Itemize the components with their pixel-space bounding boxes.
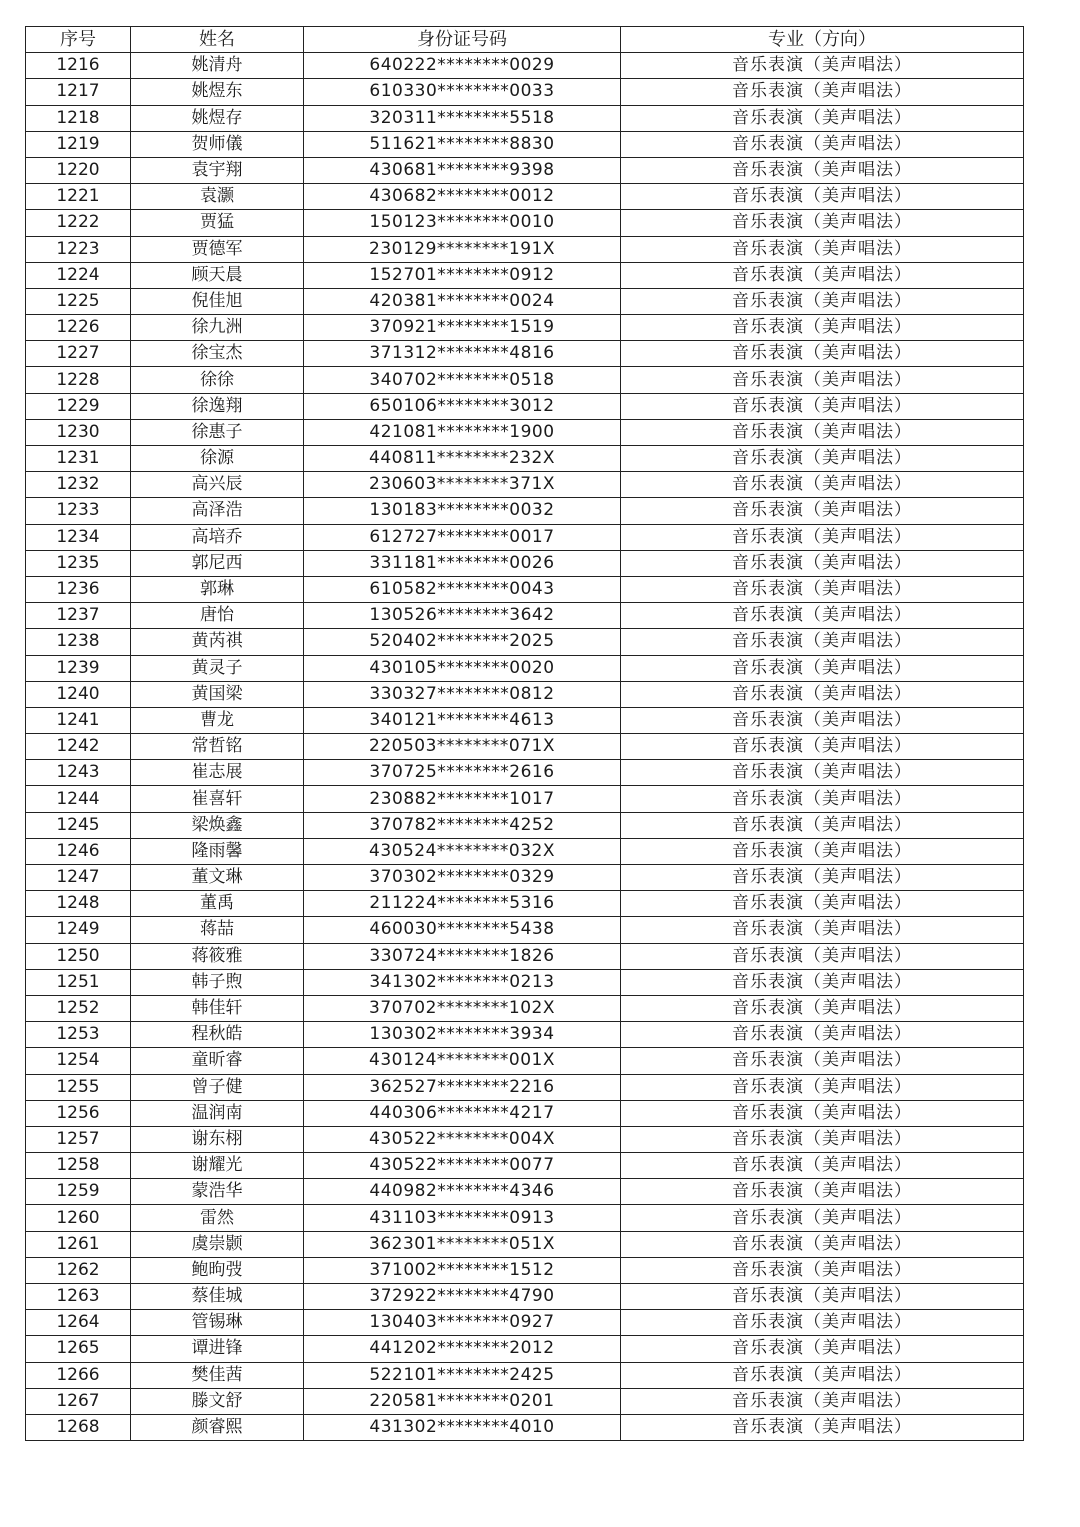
- row-seq: 1223: [26, 236, 131, 262]
- row-major: 音乐表演（美声唱法）: [621, 472, 1024, 498]
- row-id-number: 230129********191X: [304, 236, 621, 262]
- table-row: [26, 550, 1024, 576]
- row-name: 童昕睿: [131, 1048, 304, 1074]
- row-id-number: 370702********102X: [304, 995, 621, 1021]
- row-major: 音乐表演（美声唱法）: [621, 1310, 1024, 1336]
- row-name: 徐徐: [131, 367, 304, 393]
- row-seq: 1249: [26, 917, 131, 943]
- table-row: [26, 707, 1024, 733]
- row-major: 音乐表演（美声唱法）: [621, 891, 1024, 917]
- table-row: [26, 53, 1024, 79]
- row-id-number: 511621********8830: [304, 131, 621, 157]
- row-major: 音乐表演（美声唱法）: [621, 681, 1024, 707]
- table-row: [26, 315, 1024, 341]
- row-id-number: 640222********0029: [304, 53, 621, 79]
- row-name: 樊佳茜: [131, 1362, 304, 1388]
- row-name: 姚清舟: [131, 53, 304, 79]
- table-header: [26, 27, 1024, 53]
- row-name: 曾子健: [131, 1074, 304, 1100]
- row-id-number: 230882********1017: [304, 786, 621, 812]
- row-name: 黄灵子: [131, 655, 304, 681]
- row-name: 谢东栩: [131, 1126, 304, 1152]
- row-id-number: 460030********5438: [304, 917, 621, 943]
- row-id-number: 610582********0043: [304, 576, 621, 602]
- row-major: 音乐表演（美声唱法）: [621, 1284, 1024, 1310]
- row-name: 徐宝杰: [131, 341, 304, 367]
- table-row: [26, 1100, 1024, 1126]
- row-seq: 1253: [26, 1022, 131, 1048]
- row-id-number: 420381********0024: [304, 288, 621, 314]
- table-row: [26, 1179, 1024, 1205]
- row-major: 音乐表演（美声唱法）: [621, 1205, 1024, 1231]
- table-row: [26, 576, 1024, 602]
- row-major: 音乐表演（美声唱法）: [621, 1126, 1024, 1152]
- row-seq: 1220: [26, 157, 131, 183]
- row-major: 音乐表演（美声唱法）: [621, 1388, 1024, 1414]
- row-id-number: 340121********4613: [304, 707, 621, 733]
- row-seq: 1221: [26, 184, 131, 210]
- table-row: [26, 419, 1024, 445]
- row-id-number: 430524********032X: [304, 838, 621, 864]
- row-id-number: 130302********3934: [304, 1022, 621, 1048]
- row-major: 音乐表演（美声唱法）: [621, 341, 1024, 367]
- row-name: 颜睿熙: [131, 1414, 304, 1440]
- row-seq: 1240: [26, 681, 131, 707]
- row-id-number: 370921********1519: [304, 315, 621, 341]
- row-major: 音乐表演（美声唱法）: [621, 262, 1024, 288]
- row-seq: 1218: [26, 105, 131, 131]
- row-id-number: 340702********0518: [304, 367, 621, 393]
- row-major: 音乐表演（美声唱法）: [621, 550, 1024, 576]
- header-row: [26, 27, 1024, 53]
- row-id-number: 370725********2616: [304, 760, 621, 786]
- row-id-number: 371312********4816: [304, 341, 621, 367]
- row-major: 音乐表演（美声唱法）: [621, 236, 1024, 262]
- row-seq: 1264: [26, 1310, 131, 1336]
- row-name: 徐源: [131, 446, 304, 472]
- table-row: [26, 393, 1024, 419]
- row-seq: 1257: [26, 1126, 131, 1152]
- row-name: 虞崇颢: [131, 1231, 304, 1257]
- row-major: 音乐表演（美声唱法）: [621, 288, 1024, 314]
- row-major: 音乐表演（美声唱法）: [621, 707, 1024, 733]
- row-seq: 1239: [26, 655, 131, 681]
- row-major: 音乐表演（美声唱法）: [621, 655, 1024, 681]
- row-name: 徐九洲: [131, 315, 304, 341]
- row-id-number: 370782********4252: [304, 812, 621, 838]
- table-row: [26, 812, 1024, 838]
- row-seq: 1268: [26, 1414, 131, 1440]
- row-major: 音乐表演（美声唱法）: [621, 1414, 1024, 1440]
- table-row: [26, 1310, 1024, 1336]
- row-major: 音乐表演（美声唱法）: [621, 184, 1024, 210]
- row-name: 崔喜轩: [131, 786, 304, 812]
- row-major: 音乐表演（美声唱法）: [621, 760, 1024, 786]
- row-major: 音乐表演（美声唱法）: [621, 812, 1024, 838]
- header-name: 姓名: [131, 27, 304, 53]
- table-row: [26, 210, 1024, 236]
- table-row: [26, 969, 1024, 995]
- row-seq: 1219: [26, 131, 131, 157]
- row-id-number: 421081********1900: [304, 419, 621, 445]
- table-row: [26, 184, 1024, 210]
- row-seq: 1243: [26, 760, 131, 786]
- table-row: [26, 1257, 1024, 1283]
- row-seq: 1222: [26, 210, 131, 236]
- row-major: 音乐表演（美声唱法）: [621, 603, 1024, 629]
- table-row: [26, 655, 1024, 681]
- row-name: 董文琳: [131, 865, 304, 891]
- row-name: 郭琳: [131, 576, 304, 602]
- row-name: 韩子煦: [131, 969, 304, 995]
- row-seq: 1256: [26, 1100, 131, 1126]
- table-row: [26, 995, 1024, 1021]
- row-major: 音乐表演（美声唱法）: [621, 131, 1024, 157]
- row-major: 音乐表演（美声唱法）: [621, 1362, 1024, 1388]
- row-id-number: 430681********9398: [304, 157, 621, 183]
- row-id-number: 440811********232X: [304, 446, 621, 472]
- header-major: 专业（方向）: [621, 27, 1024, 53]
- row-seq: 1254: [26, 1048, 131, 1074]
- row-name: 姚煜存: [131, 105, 304, 131]
- row-name: 袁灏: [131, 184, 304, 210]
- row-name: 贾德军: [131, 236, 304, 262]
- row-major: 音乐表演（美声唱法）: [621, 917, 1024, 943]
- table-row: [26, 262, 1024, 288]
- row-seq: 1259: [26, 1179, 131, 1205]
- row-seq: 1241: [26, 707, 131, 733]
- table-row: [26, 446, 1024, 472]
- row-name: 鲍昫弢: [131, 1257, 304, 1283]
- row-name: 贺师儀: [131, 131, 304, 157]
- row-id-number: 330327********0812: [304, 681, 621, 707]
- row-seq: 1216: [26, 53, 131, 79]
- row-major: 音乐表演（美声唱法）: [621, 53, 1024, 79]
- row-major: 音乐表演（美声唱法）: [621, 865, 1024, 891]
- row-name: 程秋皓: [131, 1022, 304, 1048]
- table-row: [26, 760, 1024, 786]
- table-row: [26, 498, 1024, 524]
- row-major: 音乐表演（美声唱法）: [621, 576, 1024, 602]
- table-row: [26, 865, 1024, 891]
- table-row: [26, 838, 1024, 864]
- row-id-number: 362301********051X: [304, 1231, 621, 1257]
- row-major: 音乐表演（美声唱法）: [621, 315, 1024, 341]
- row-major: 音乐表演（美声唱法）: [621, 1179, 1024, 1205]
- row-id-number: 130183********0032: [304, 498, 621, 524]
- row-major: 音乐表演（美声唱法）: [621, 105, 1024, 131]
- row-major: 音乐表演（美声唱法）: [621, 838, 1024, 864]
- row-seq: 1238: [26, 629, 131, 655]
- table-row: [26, 943, 1024, 969]
- table-row: [26, 734, 1024, 760]
- row-id-number: 650106********3012: [304, 393, 621, 419]
- table-body: [26, 53, 1024, 1441]
- row-id-number: 371002********1512: [304, 1257, 621, 1283]
- row-name: 袁宇翔: [131, 157, 304, 183]
- row-seq: 1251: [26, 969, 131, 995]
- row-major: 音乐表演（美声唱法）: [621, 446, 1024, 472]
- row-seq: 1247: [26, 865, 131, 891]
- row-id-number: 430124********001X: [304, 1048, 621, 1074]
- row-id-number: 150123********0010: [304, 210, 621, 236]
- row-seq: 1258: [26, 1153, 131, 1179]
- row-name: 韩佳轩: [131, 995, 304, 1021]
- row-seq: 1266: [26, 1362, 131, 1388]
- row-major: 音乐表演（美声唱法）: [621, 419, 1024, 445]
- row-id-number: 372922********4790: [304, 1284, 621, 1310]
- row-major: 音乐表演（美声唱法）: [621, 1153, 1024, 1179]
- row-major: 音乐表演（美声唱法）: [621, 969, 1024, 995]
- table-row: [26, 1022, 1024, 1048]
- row-name: 高兴辰: [131, 472, 304, 498]
- row-id-number: 341302********0213: [304, 969, 621, 995]
- roster-table: [25, 26, 1024, 1441]
- row-name: 隆雨馨: [131, 838, 304, 864]
- row-major: 音乐表演（美声唱法）: [621, 1074, 1024, 1100]
- row-id-number: 211224********5316: [304, 891, 621, 917]
- row-name: 雷然: [131, 1205, 304, 1231]
- row-name: 高培乔: [131, 524, 304, 550]
- table-row: [26, 1153, 1024, 1179]
- table-row: [26, 1048, 1024, 1074]
- row-seq: 1262: [26, 1257, 131, 1283]
- row-name: 蒙浩华: [131, 1179, 304, 1205]
- row-seq: 1217: [26, 79, 131, 105]
- row-major: 音乐表演（美声唱法）: [621, 1336, 1024, 1362]
- row-seq: 1235: [26, 550, 131, 576]
- table-row: [26, 1388, 1024, 1414]
- row-seq: 1230: [26, 419, 131, 445]
- table-row: [26, 1336, 1024, 1362]
- row-major: 音乐表演（美声唱法）: [621, 943, 1024, 969]
- row-id-number: 441202********2012: [304, 1336, 621, 1362]
- row-seq: 1252: [26, 995, 131, 1021]
- row-id-number: 430522********0077: [304, 1153, 621, 1179]
- row-major: 音乐表演（美声唱法）: [621, 629, 1024, 655]
- row-name: 姚煜东: [131, 79, 304, 105]
- row-seq: 1232: [26, 472, 131, 498]
- table-row: [26, 917, 1024, 943]
- row-major: 音乐表演（美声唱法）: [621, 524, 1024, 550]
- table-row: [26, 157, 1024, 183]
- row-seq: 1261: [26, 1231, 131, 1257]
- table-row: [26, 681, 1024, 707]
- row-id-number: 230603********371X: [304, 472, 621, 498]
- row-seq: 1233: [26, 498, 131, 524]
- row-seq: 1248: [26, 891, 131, 917]
- row-seq: 1224: [26, 262, 131, 288]
- row-name: 蒋喆: [131, 917, 304, 943]
- row-name: 蔡佳城: [131, 1284, 304, 1310]
- row-seq: 1242: [26, 734, 131, 760]
- row-major: 音乐表演（美声唱法）: [621, 1048, 1024, 1074]
- table-row: [26, 1126, 1024, 1152]
- row-seq: 1244: [26, 786, 131, 812]
- row-seq: 1237: [26, 603, 131, 629]
- row-seq: 1234: [26, 524, 131, 550]
- table-row: [26, 1205, 1024, 1231]
- row-major: 音乐表演（美声唱法）: [621, 1257, 1024, 1283]
- row-name: 常哲铭: [131, 734, 304, 760]
- row-name: 徐惠子: [131, 419, 304, 445]
- row-seq: 1246: [26, 838, 131, 864]
- row-id-number: 430522********004X: [304, 1126, 621, 1152]
- row-seq: 1227: [26, 341, 131, 367]
- row-id-number: 612727********0017: [304, 524, 621, 550]
- row-major: 音乐表演（美声唱法）: [621, 393, 1024, 419]
- row-seq: 1236: [26, 576, 131, 602]
- row-name: 徐逸翔: [131, 393, 304, 419]
- row-seq: 1228: [26, 367, 131, 393]
- row-id-number: 370302********0329: [304, 865, 621, 891]
- row-major: 音乐表演（美声唱法）: [621, 1231, 1024, 1257]
- table-row: [26, 105, 1024, 131]
- row-name: 管锡琳: [131, 1310, 304, 1336]
- row-name: 曹龙: [131, 707, 304, 733]
- table-row: [26, 236, 1024, 262]
- row-name: 滕文舒: [131, 1388, 304, 1414]
- table-row: [26, 288, 1024, 314]
- row-id-number: 440306********4217: [304, 1100, 621, 1126]
- row-seq: 1260: [26, 1205, 131, 1231]
- row-name: 黄芮祺: [131, 629, 304, 655]
- row-seq: 1225: [26, 288, 131, 314]
- row-name: 梁焕鑫: [131, 812, 304, 838]
- row-major: 音乐表演（美声唱法）: [621, 210, 1024, 236]
- row-name: 董禹: [131, 891, 304, 917]
- table-row: [26, 1284, 1024, 1310]
- table-row: [26, 367, 1024, 393]
- table-row: [26, 786, 1024, 812]
- row-name: 郭尼西: [131, 550, 304, 576]
- row-id-number: 130526********3642: [304, 603, 621, 629]
- row-major: 音乐表演（美声唱法）: [621, 367, 1024, 393]
- row-seq: 1250: [26, 943, 131, 969]
- table-row: [26, 891, 1024, 917]
- row-id-number: 130403********0927: [304, 1310, 621, 1336]
- row-seq: 1265: [26, 1336, 131, 1362]
- row-name: 温润南: [131, 1100, 304, 1126]
- row-id-number: 440982********4346: [304, 1179, 621, 1205]
- row-seq: 1263: [26, 1284, 131, 1310]
- table-row: [26, 79, 1024, 105]
- table-row: [26, 341, 1024, 367]
- row-id-number: 220581********0201: [304, 1388, 621, 1414]
- row-name: 顾天晨: [131, 262, 304, 288]
- header-seq: 序号: [26, 27, 131, 53]
- row-name: 谭进锋: [131, 1336, 304, 1362]
- row-major: 音乐表演（美声唱法）: [621, 995, 1024, 1021]
- row-major: 音乐表演（美声唱法）: [621, 498, 1024, 524]
- row-id-number: 431302********4010: [304, 1414, 621, 1440]
- table-row: [26, 131, 1024, 157]
- row-name: 高泽浩: [131, 498, 304, 524]
- row-id-number: 430682********0012: [304, 184, 621, 210]
- row-id-number: 320311********5518: [304, 105, 621, 131]
- row-major: 音乐表演（美声唱法）: [621, 786, 1024, 812]
- row-name: 黄国梁: [131, 681, 304, 707]
- row-name: 倪佳旭: [131, 288, 304, 314]
- row-major: 音乐表演（美声唱法）: [621, 1022, 1024, 1048]
- row-major: 音乐表演（美声唱法）: [621, 157, 1024, 183]
- row-seq: 1245: [26, 812, 131, 838]
- table-row: [26, 1074, 1024, 1100]
- table-row: [26, 629, 1024, 655]
- row-seq: 1229: [26, 393, 131, 419]
- header-id-number: 身份证号码: [304, 27, 621, 53]
- row-id-number: 220503********071X: [304, 734, 621, 760]
- table-row: [26, 1362, 1024, 1388]
- row-id-number: 330724********1826: [304, 943, 621, 969]
- row-id-number: 431103********0913: [304, 1205, 621, 1231]
- row-id-number: 610330********0033: [304, 79, 621, 105]
- row-id-number: 362527********2216: [304, 1074, 621, 1100]
- row-id-number: 522101********2425: [304, 1362, 621, 1388]
- table-row: [26, 472, 1024, 498]
- row-id-number: 430105********0020: [304, 655, 621, 681]
- row-seq: 1226: [26, 315, 131, 341]
- table-row: [26, 603, 1024, 629]
- table-row: [26, 524, 1024, 550]
- row-seq: 1231: [26, 446, 131, 472]
- row-name: 唐怡: [131, 603, 304, 629]
- table-row: [26, 1231, 1024, 1257]
- row-id-number: 152701********0912: [304, 262, 621, 288]
- row-name: 谢耀光: [131, 1153, 304, 1179]
- row-major: 音乐表演（美声唱法）: [621, 1100, 1024, 1126]
- table-row: [26, 1414, 1024, 1440]
- row-seq: 1267: [26, 1388, 131, 1414]
- row-name: 贾猛: [131, 210, 304, 236]
- row-id-number: 520402********2025: [304, 629, 621, 655]
- row-name: 蒋筱雅: [131, 943, 304, 969]
- row-major: 音乐表演（美声唱法）: [621, 734, 1024, 760]
- row-id-number: 331181********0026: [304, 550, 621, 576]
- row-seq: 1255: [26, 1074, 131, 1100]
- row-name: 崔志展: [131, 760, 304, 786]
- row-major: 音乐表演（美声唱法）: [621, 79, 1024, 105]
